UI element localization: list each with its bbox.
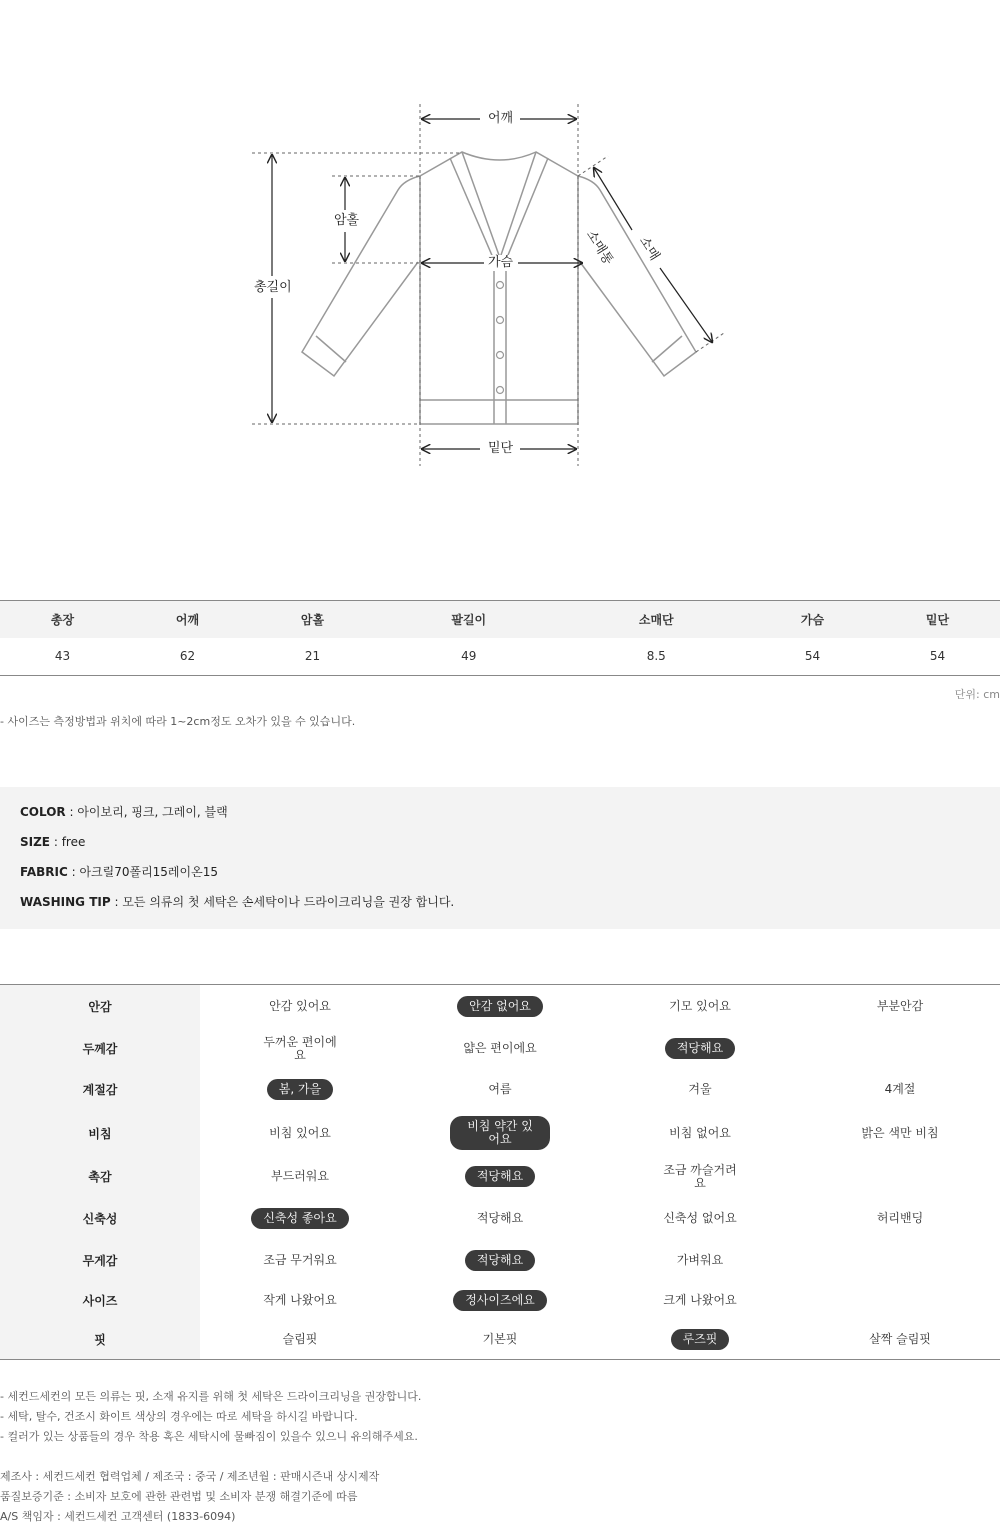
sleeve-cuff-label: 소매통 [580,224,618,271]
fit-option: 여름 [488,1082,512,1096]
fit-option-cell [800,1259,1000,1263]
washing-label: WASHING TIP [20,895,111,909]
fit-option: 조금 무거워요 [263,1253,337,1267]
fabric-row [20,864,980,894]
fit-option-cell [800,1081,1000,1098]
color-label: COLOR [20,805,66,819]
value-hem: 54 [875,638,1000,676]
fit-row-label: 비침 [0,1110,200,1156]
value-chest: 54 [750,638,875,676]
maker-info [0,1467,379,1527]
fit-option: 조금 까슬거려요 [663,1162,737,1190]
table-row [0,1156,1000,1197]
fit-option-cell [200,1252,400,1269]
fit-option-selected: 정사이즈에요 [453,1290,547,1311]
fit-option-selected: 비침 약간 있어요 [450,1116,550,1150]
fit-option: 기본핏 [482,1331,518,1346]
header-cuff: 소매단 [563,601,751,638]
header-shoulder: 어깨 [125,601,250,638]
maker-line: 제조사 : 세컨드세컨 협력업체 / 제조국 : 중국 / 제조년월 : 판매시즌내 상시제작 [0,1470,380,1483]
fit-option: 두꺼운 편이에요 [263,1034,337,1062]
fit-option-cell [200,1208,400,1229]
fit-option: 밝은 색만 비침 [861,1125,939,1140]
fit-option: 살짝 슬림핏 [869,1331,931,1346]
hem-label: 밑단 [484,441,517,457]
fit-option-cell [800,998,1000,1015]
chest-label: 가슴 [484,255,517,271]
fit-option [892,1047,908,1051]
fit-option-cell [200,1168,400,1185]
fit-option-cell [200,1034,400,1064]
header-arm-length: 팔길이 [375,601,563,638]
fit-option: 안감 있어요 [269,999,331,1013]
size-value: : free [50,835,86,849]
fit-option-cell [800,1125,1000,1142]
fit-option [892,1259,908,1263]
sleeve-label: 소매 [633,231,664,268]
fit-option-cell [600,1292,800,1309]
fit-option: 겨울 [688,1082,712,1096]
fit-option-cell [400,1290,600,1311]
fit-option-selected: 적당해요 [465,1166,535,1187]
fit-option-selected: 적당해요 [665,1038,735,1059]
fit-option-cell [600,1210,800,1227]
fit-option-cell [200,998,400,1015]
fit-option [892,1175,908,1179]
table-row [0,1197,1000,1240]
fit-option-cell [800,1175,1000,1179]
value-total-length: 43 [0,638,125,676]
fit-option-cell [600,998,800,1015]
table-row [0,1069,1000,1110]
fit-option-selected: 봄, 가을 [267,1079,333,1100]
fit-table [0,984,1000,1360]
fit-option-cell [600,1252,800,1269]
care-notes [0,1387,421,1447]
fit-row-label: 안감 [0,985,200,1028]
armhole-label: 암홀 [330,213,363,229]
fit-row-label: 무게감 [0,1240,200,1281]
fit-option: 얇은 편이에요 [463,1041,537,1055]
fit-option-cell [400,1210,600,1227]
size-note: - 사이즈는 측정방법과 위치에 따라 1~2cm정도 오차가 있을 수 있습니다. [0,715,356,728]
fit-option-cell [600,1329,800,1350]
color-row [20,804,980,834]
fabric-label: FABRIC [20,865,68,879]
size-diagram [0,0,1000,560]
fit-option-cell [600,1081,800,1098]
fit-row-label: 사이즈 [0,1281,200,1319]
fit-option-cell [800,1210,1000,1227]
fabric-value: : 아크릴70폴리15레이온15 [67,865,218,879]
fit-option-cell [800,1331,1000,1348]
fit-option-cell [800,1047,1000,1051]
fit-option: 가벼워요 [676,1253,724,1267]
fit-option-cell [600,1162,800,1192]
washing-row [20,894,980,924]
fit-option: 슬림핏 [282,1331,318,1346]
total-length-label: 총길이 [250,280,296,296]
care-note: - 세탁, 탈수, 건조시 화이트 색상의 경우에는 따로 세탁을 하시길 바랍니다. [0,1410,358,1423]
maker-line: A/S 책임자 : 세컨드세컨 고객센터 (1833-6094) [0,1510,236,1523]
unit-label: 단위: cm [954,688,1000,701]
table-row [0,1028,1000,1069]
size-label: SIZE [20,835,51,849]
fit-option-selected: 안감 없어요 [457,996,543,1017]
header-chest: 가슴 [750,601,875,638]
fit-option: 작게 나왔어요 [263,1292,337,1307]
maker-line: 품질보증기준 : 소비자 보호에 관한 관련법 및 소비자 분쟁 해결기준에 따름 [0,1490,358,1503]
fit-option-cell [200,1331,400,1348]
fit-option: 크게 나왔어요 [663,1292,737,1307]
care-note: - 컬러가 있는 상품들의 경우 착용 혹은 세탁시에 물빠짐이 있을수 있으니 유의해주세요. [0,1430,418,1443]
fit-option: 허리밴딩 [876,1211,924,1225]
fit-row-label: 핏 [0,1319,200,1359]
size-row [20,834,980,864]
value-shoulder: 62 [125,638,250,676]
fit-option-selected: 신축성 좋아요 [251,1208,348,1229]
fit-option [892,1298,908,1302]
product-info-box [0,787,1000,929]
cardigan-illustration [0,0,1000,560]
fit-option-cell [400,1040,600,1057]
fit-option-cell [400,1081,600,1098]
fit-option-cell [600,1038,800,1059]
size-table [0,600,1000,676]
fit-option-cell [400,996,600,1017]
header-hem: 밑단 [875,601,1000,638]
washing-value: : 모든 의류의 첫 세탁은 손세탁이나 드라이크리닝을 권장 합니다. [110,895,455,909]
fit-option: 신축성 없어요 [663,1211,737,1225]
fit-option-cell [200,1079,400,1100]
header-total-length: 총장 [0,601,125,638]
fit-option: 적당해요 [476,1211,524,1225]
fit-option-cell [400,1250,600,1271]
table-row [0,985,1000,1028]
value-arm-length: 49 [375,638,563,676]
table-row [0,1240,1000,1281]
fit-row-label: 신축성 [0,1197,200,1240]
fit-option: 부분안감 [876,999,924,1013]
fit-option: 비침 있어요 [269,1125,331,1140]
fit-option: 비침 없어요 [669,1125,731,1140]
fit-option: 4계절 [884,1082,916,1096]
fit-option: 부드러워요 [271,1169,329,1183]
table-row [0,1110,1000,1156]
fit-option-cell [400,1166,600,1187]
fit-option-cell [400,1116,600,1150]
table-row [0,638,1000,676]
size-table-header [0,601,1000,638]
fit-option-cell [200,1125,400,1142]
fit-option-selected: 적당해요 [465,1250,535,1271]
value-cuff: 8.5 [563,638,751,676]
fit-row-label: 촉감 [0,1156,200,1197]
fit-option: 기모 있어요 [669,999,731,1013]
fit-option-selected: 루즈핏 [671,1329,730,1350]
shoulder-label: 어깨 [484,111,517,127]
table-row [0,1281,1000,1319]
header-armhole: 암홀 [250,601,375,638]
fit-option-cell [600,1125,800,1142]
value-armhole: 21 [250,638,375,676]
fit-row-label: 계절감 [0,1069,200,1110]
fit-option-cell [200,1292,400,1309]
table-row [0,1319,1000,1359]
care-note: - 세컨드세컨의 모든 의류는 핏, 소재 유지를 위해 첫 세탁은 드라이크리닝을 권장합니다. [0,1390,422,1403]
fit-option-cell [800,1298,1000,1302]
color-value: : 아이보리, 핑크, 그레이, 블랙 [65,805,228,819]
fit-row-label: 두께감 [0,1028,200,1069]
fit-option-cell [400,1331,600,1348]
